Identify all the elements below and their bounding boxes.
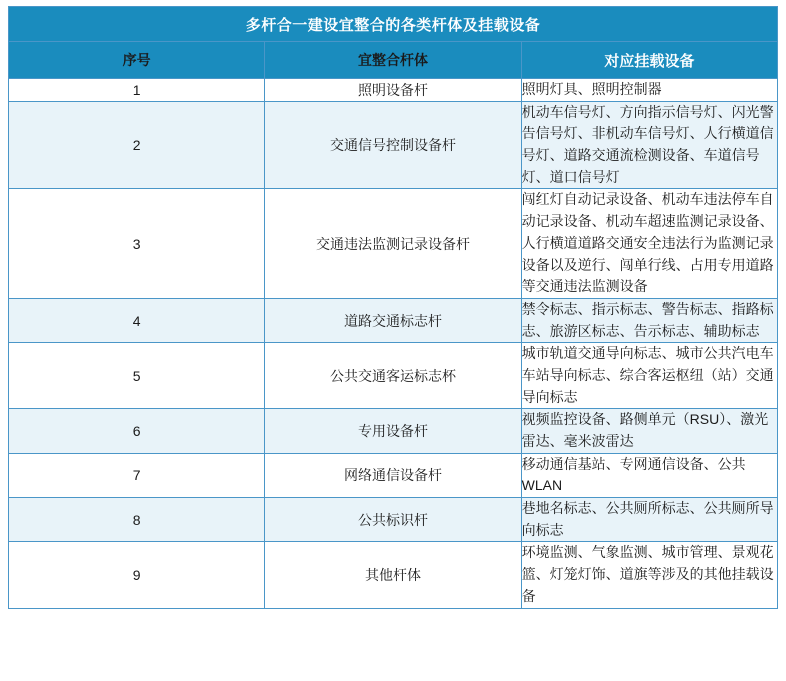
row-number: 1 [9,79,265,102]
row-pole-type: 交通信号控制设备杆 [265,101,521,189]
column-header-pole: 宜整合杆体 [265,42,521,79]
row-equipment: 机动车信号灯、方向指示信号灯、闪光警告信号灯、非机动车信号灯、人行横道信号灯、道路交通流检测设备、车道信号灯、道口信号灯 [521,101,777,189]
table-row [9,498,778,542]
row-number: 4 [9,298,265,342]
row-pole-type: 专用设备杆 [265,409,521,453]
row-pole-type: 交通违法监测记录设备杆 [265,189,521,298]
row-equipment: 移动通信基站、专网通信设备、公共 WLAN [521,453,777,497]
table-row [9,542,778,608]
row-pole-type: 网络通信设备杆 [265,453,521,497]
row-pole-type: 其他杆体 [265,542,521,608]
row-pole-type: 照明设备杆 [265,79,521,102]
table-row [9,409,778,453]
row-number: 7 [9,453,265,497]
column-header-equipment: 对应挂载设备 [521,42,777,79]
row-equipment: 巷地名标志、公共厕所标志、公共厕所导向标志 [521,498,777,542]
row-number: 3 [9,189,265,298]
table-title: 多杆合一建设宜整合的各类杆体及挂载设备 [9,7,778,42]
row-equipment: 视频监控设备、路侧单元（RSU）、激光雷达、毫米波雷达 [521,409,777,453]
row-number: 9 [9,542,265,608]
row-equipment: 闯红灯自动记录设备、机动车违法停车自动记录设备、机动车超速监测记录设备、人行横道道路交通安全违法行为监测记录设备以及逆行、闯单行线、占用专用道路等交通违法监测设备 [521,189,777,298]
table-row [9,298,778,342]
row-number: 5 [9,343,265,409]
row-pole-type: 公共标识杆 [265,498,521,542]
row-equipment: 禁令标志、指示标志、警告标志、指路标志、旅游区标志、告示标志、辅助标志 [521,298,777,342]
table-row [9,343,778,409]
table-header-row [9,42,778,79]
row-equipment: 城市轨道交通导向标志、城市公共汽电车车站导向标志、综合客运枢纽（站）交通导向标志 [521,343,777,409]
row-equipment: 照明灯具、照明控制器 [521,79,777,102]
pole-integration-table [8,6,778,609]
row-equipment: 环境监测、气象监测、城市管理、景观花篮、灯笼灯饰、道旗等涉及的其他挂载设备 [521,542,777,608]
table-row [9,79,778,102]
table-row [9,453,778,497]
row-pole-type: 道路交通标志杆 [265,298,521,342]
table-title-row [9,7,778,42]
table-row [9,189,778,298]
column-header-no: 序号 [9,42,265,79]
table-row [9,101,778,189]
row-number: 2 [9,101,265,189]
row-pole-type: 公共交通客运标志杯 [265,343,521,409]
row-number: 8 [9,498,265,542]
row-number: 6 [9,409,265,453]
